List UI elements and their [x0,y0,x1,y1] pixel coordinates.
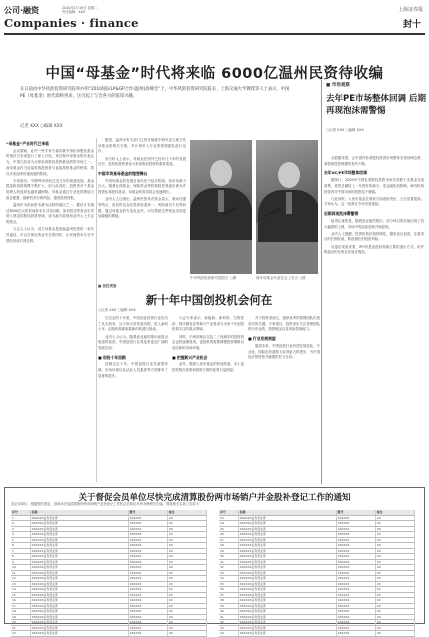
table-cell: XX [168,521,207,526]
table-cell: XXXXXX [129,554,168,559]
table-cell: XX [376,565,415,570]
table-cell: XX [168,527,207,532]
table-header-cell: 账号 [337,510,376,515]
table-header-cell: 备注 [168,510,207,515]
left-column-subhead: “母基金”产业时代已来临 [6,141,49,146]
table-cell: 33 [219,571,239,576]
table-cell: XXXXXX [337,626,376,631]
table-cell: 15 [11,593,31,598]
subarticle-title: 新十年中国创投机会何在 [145,293,273,307]
table-cell: XXXXXX证券营业部 [31,527,129,532]
table-cell: XXXXXX证券营业部 [31,565,129,570]
table-cell: XXXXXX [129,626,168,631]
table-cell: XXXXXX证券营业部 [239,626,337,631]
table-cell: XX [376,549,415,554]
table-cell: XX [168,516,207,521]
table-cell: 43 [219,626,239,631]
table-cell: XXXXXX [337,554,376,559]
table-cell: 27 [219,538,239,543]
table-cell: 26 [219,532,239,537]
table-cell: XX [376,593,415,598]
table-cell: XX [376,609,415,614]
table-cell: XXXXXX证券营业部 [239,620,337,625]
table-cell: XX [168,565,207,570]
table-cell: XXXXXX [337,593,376,598]
notice-title: 关于督促会员单位尽快完成清算股份两市场销户并金股补登记工作的通知 [78,493,351,503]
table-cell: XXXXXX [337,587,376,592]
table-cell: XX [376,532,415,537]
table-cell: XX [376,626,415,631]
table-cell: XX [376,554,415,559]
table-cell: XXXXXX证券营业部 [31,571,129,576]
table-cell: XXXXXX证券营业部 [239,615,337,620]
table-cell: XX [168,620,207,625]
table-cell: XX [168,554,207,559]
table-cell: XX [376,543,415,548]
table-cell: XX [168,587,207,592]
table-cell: XX [168,576,207,581]
table-cell: 9 [11,560,31,565]
photo-caption-right: 海外母基金代表在会上发言 ○摄 [256,276,306,280]
table-cell: 3 [11,527,31,532]
subarticle-column-3 [248,316,320,482]
table-cell: XXXXXX证券营业部 [239,538,337,543]
article-paragraph: 专家指出，中国PE市场经过近几年的高速发展，基金数量和募资规模不断扩大，但与此同时，投资者对于基金管理人的选择也越来越困难。母基金通过专业化的筛选与组合配置，能够有效分散风险，提高投资回报。 [6,178,94,200]
table-cell: XXXXXX [129,516,168,521]
table-cell: XXXXXX [129,560,168,565]
table-cell: XXXXXX证券营业部 [239,560,337,565]
table-cell: XXXXXX证券营业部 [239,565,337,570]
table-cell: 11 [11,571,31,576]
table-cell: XXXXXX证券营业部 [31,604,129,609]
table-cell: XXXXXX证券营业部 [239,576,337,581]
page-header [4,3,425,33]
article-paragraph: 会议期间，业内一些专家与嘉宾就中国私募股权基金的现状与未来进行了深入讨论。来自海外母基金的代表认为，中国已经成为全球私募股权投资最活跃的市场之一，而母基金作为连接机构投资者与直接投资基金的桥梁，将在未来迎来快速发展的阶段。 [6,148,94,176]
subarticle-column-2 [172,316,244,482]
article-paragraph: 据统计，2009年中国私募股权投资市场共有数十支基金完成募集，募资总额较上一年度有所减少。受金融危机影响，海外机构投资者对中国市场的投资趋于谨慎。 [324,178,424,194]
table-cell: XX [376,521,415,526]
table-cell: 21 [11,626,31,631]
table-cell: XXXXXX [129,620,168,625]
article-paragraph: 回顾过去十年，中国创投行业在政策环境、市场环境以及从业人员素质等方面都有了显著的提升。 [98,362,168,378]
table-cell: XXXXXX证券营业部 [239,516,337,521]
table-cell: XXXXXX [129,521,168,526]
subarticle-subhead: ■ 行业发展展望 [248,336,276,342]
article-paragraph: 与会专家表示，新能源、新材料、生物医药、现代服务业等新兴产业将成为未来十年创投机构关注的重点领域。 [172,316,244,332]
table-cell: XXXXXX证券营业部 [31,576,129,581]
notice-box [4,487,425,635]
lead-paragraph: 在日前由中华风险投资研究院举办的“2010国际LP&GP合作(温州)高峰会”上，中华风险投资研究院院长、上海交通大学教授等人士表示，中国PE（母基金）时代即将到来，这引起了与会各方的浓厚兴趣。 [20,87,290,99]
table-cell: XXXXXX证券营业部 [239,549,337,554]
table-cell: 31 [219,560,239,565]
table-cell: XXXXXX [337,615,376,620]
table-cell: 19 [11,615,31,620]
table-cell: XXXXXX证券营业部 [31,593,129,598]
section-english: Companies · finance [4,16,139,30]
photo-figure-tie [286,192,292,214]
table-cell: 8 [11,554,31,559]
table-cell: XXXXXX [337,565,376,570]
notice-table-right [219,510,415,635]
article-paragraph: 此外，随着人民币基金的快速发展，本土创投机构在募资和投资方面的优势日益明显。 [172,362,244,373]
table-cell: XXXXXX [337,560,376,565]
table-cell: 35 [219,582,239,587]
table-cell: XX [168,626,207,631]
table-header-cell: 序号 [219,510,239,515]
table-cell: XX [376,516,415,521]
table-cell: XXXXXX [337,582,376,587]
table-cell: XXXXXX [129,576,168,581]
table-cell: XXXXXX证券营业部 [31,554,129,559]
table-cell: XXXXXX [337,516,376,521]
table-cell: XX [376,571,415,576]
table-cell: XX [168,609,207,614]
table-cell: XXXXXX证券营业部 [239,587,337,592]
table-cell: XX [376,582,415,587]
table-cell: XXXXXX [337,598,376,603]
table-cell: XXXXXX证券营业部 [31,532,129,537]
table-cell: XX [168,549,207,554]
table-cell: 13 [11,582,31,587]
article-paragraph: 与此同时，人民币基金在募资方面表现突出，占比显著提高。专家认为，这一趋势在今年仍将延续。 [324,196,424,207]
table-cell: XXXXXX [337,620,376,625]
issue-date-line: 2010年1月19日 星期二 [62,6,98,10]
table-cell: 32 [219,565,239,570]
table-cell: 42 [219,620,239,625]
table-cell: XXXXXX证券营业部 [239,609,337,614]
table-cell: XX [168,598,207,603]
mid-column [98,138,186,280]
table-cell: XX [376,598,415,603]
table-cell: 16 [11,598,31,603]
table-header-cell: 序号 [11,510,31,515]
article-paragraph: 与会人士认为，设立母基金是收编温州民资的一条有效途径，可以在保证资金安全的同时，让民间资本分享中国经济成长的红利。 [6,227,94,243]
table-cell: XX [168,593,207,598]
table-cell: 22 [11,631,31,636]
table-cell: XXXXXX证券营业部 [239,554,337,559]
table-cell: XXXXXX证券营业部 [239,593,337,598]
page-number: 封十 [402,20,421,30]
article-paragraph: 值得注意的是，随着创业板的推出，部分项目的估值出现了较大幅度的上涨，市场中的泡沫迹象开始显现。 [324,218,424,229]
article-paragraph: 据悉，温州市有关部门已经开始着手研究设立地方性母基金的相关方案，并计划引入专业的管理团队进行运作。 [98,138,186,154]
table-cell: 39 [219,604,239,609]
table-cell: XXXXXX证券营业部 [239,521,337,526]
table-cell: XX [168,582,207,587]
table-cell: 6 [11,543,31,548]
article-paragraph: 在过去的十年里，中国创业投资行业经历了从无到有、从小到大的发展历程。进入新的十年，创投机构面临着新的机遇与挑战。 [98,316,168,332]
paper-name: 上海证券报 [397,7,423,13]
table-cell: XXXXXX证券营业部 [239,631,337,636]
table-cell: XXXXXX [129,582,168,587]
photo-figure-head [210,160,232,186]
table-cell: 17 [11,604,31,609]
photo-figure-tie [218,190,224,212]
mid-column-subhead: 中国市场是母基金的理想舞台 [98,171,148,177]
table-cell: XXXXXX [129,543,168,548]
table-cell: 7 [11,549,31,554]
table-cell: 44 [219,631,239,636]
table-cell: XXXXXX证券营业部 [31,521,129,526]
table-cell: XXXXXX [337,571,376,576]
table-cell: XX [376,587,415,592]
table-cell: 4 [11,532,31,537]
table-cell: XXXXXX [129,549,168,554]
article-paragraph: 温州作为民间资本最为活跃的地区之一，据估计有超过6000亿元的民间资本在寻找出路。如何将这些资金引导进入规范的股权投资领域，成为地方政府和业内人士关注的焦点。 [6,203,94,225]
table-cell: XXXXXX证券营业部 [31,560,129,565]
table-cell: XXXXXX [337,604,376,609]
sidebar-tag: ■ 市场观察 [326,83,350,88]
table-cell: 24 [219,521,239,526]
subarticle-tag: ■ 创投观察 [98,284,117,288]
table-cell: XXXXXX [129,527,168,532]
article-paragraph: 有分析人士表示，母基金在国外已经有几十年的发展历史，是机构投资者参与私募股权投资的重要渠道。 [98,156,186,167]
table-cell: 18 [11,609,31,614]
notice-intro: 各会员单位：根据相关规定，请尚未完成清算股份两市场销户及补登记工作的会员单位尽快办理相关手续。现将相关名单公告如下： [11,502,203,506]
table-cell: XXXXXX证券营业部 [239,571,337,576]
photo-figure-head [278,162,300,188]
table-cell: XX [168,604,207,609]
sidebar-title: 去年PE市场整体回调 后期再现泡沫需警惕 [326,94,426,116]
table-cell: 29 [219,549,239,554]
table-cell: XXXXXX [337,576,376,581]
subarticle-subhead: ■ 创投十年回顾 [98,354,126,360]
table-cell: XX [376,560,415,565]
table-cell: 20 [11,620,31,625]
column-divider [96,138,97,482]
table-cell: XXXXXX证券营业部 [239,532,337,537]
speaker-photo-right [256,140,318,274]
table-cell: 2 [11,521,31,526]
right-column [324,156,424,482]
table-cell: XXXXXX证券营业部 [239,527,337,532]
subarticle-subhead: ■ 把握新兴产业机会 [172,354,208,360]
table-cell: XXXXXX证券营业部 [239,598,337,603]
table-cell: XXXXXX证券营业部 [31,631,129,636]
table-cell: 37 [219,593,239,598]
table-cell: XX [168,538,207,543]
subarticle-byline: ○记者 XXX ○编辑 XXX [98,308,136,312]
table-cell: 5 [11,538,31,543]
table-cell: XXXXXX证券营业部 [31,598,129,603]
table-row [219,631,415,637]
table-cell: 1 [11,516,31,521]
article-paragraph: 展望未来，中国创投行业有望在规范化、专业化、国际化的道路上取得更大的进步，为中国经济的转型升级提供有力支持。 [248,343,320,360]
table-cell: XXXXXX证券营业部 [239,582,337,587]
article-paragraph: 业内人士提醒，投资机构应保持理性，避免盲目追高，注重项目的长期价值，防范潜在的投资风险。 [324,231,424,242]
table-cell: XXXXXX [337,527,376,532]
table-cell: XXXXXX证券营业部 [239,543,337,548]
table-cell: XXXXXX [337,532,376,537]
table-header-cell: 账号 [129,510,168,515]
table-cell: 40 [219,609,239,614]
table-cell: XXXXXX证券营业部 [31,543,129,548]
table-cell: 30 [219,554,239,559]
table-cell: XXXXXX [129,609,168,614]
right-column-subhead: 后期再现泡沫需警惕 [324,211,359,217]
table-cell: XXXXXX证券营业部 [31,538,129,543]
table-cell: XX [376,576,415,581]
table-cell: 14 [11,587,31,592]
main-headline: 中国“母基金”时代将来临 6000亿温州民资待收编 [45,66,384,82]
sidebar-byline: ○记者 XXX ○编辑 XXX [326,128,364,132]
article-paragraph: 业内人士还指出，温州民资具有资金量大、流动性强等特点，但同时也存在投资渠道单一、风险意识不足等问题。通过母基金的专业化运作，可以帮助这些资金实现更加稳健的增值。 [98,197,186,219]
section-name: 公司·融资 [4,6,40,15]
table-cell: XX [168,615,207,620]
table-cell: XXXXXX [337,549,376,554]
table-cell: 34 [219,576,239,581]
table-cell: XXXXXX [129,598,168,603]
table-cell: XXXXXX证券营业部 [31,549,129,554]
header-rule [4,33,425,35]
table-cell: XXXXXX证券营业部 [239,604,337,609]
photo-caption-left: 中华风险投资研究院院长 ○摄 [190,276,237,280]
table-cell: XX [168,532,207,537]
table-cell: XXXXXX证券营业部 [31,587,129,592]
speaker-photo-left [190,140,252,274]
right-column-subhead: 去年VC/PE市场整体回调 [324,170,367,176]
table-cell: 38 [219,598,239,603]
table-cell: 10 [11,565,31,570]
article-paragraph: 同时，中西部地区以及二三线城市的投资机会也将逐渐显现，创投机构需要调整投资策略以适应新的市场环境。 [172,334,244,351]
table-header-cell: 名称 [31,510,129,515]
table-cell: 25 [219,527,239,532]
sidebar-article-header [323,82,425,154]
table-cell: XXXXXX [129,565,168,570]
table-cell: XXXXXX证券营业部 [31,615,129,620]
table-cell: XXXXXX [129,571,168,576]
table-cell: XX [376,604,415,609]
table-cell: XX [376,631,415,636]
table-cell: 41 [219,615,239,620]
table-cell: XXXXXX证券营业部 [31,516,129,521]
table-cell: XXXXXX [129,593,168,598]
table-cell: XX [168,571,207,576]
table-cell: XX [168,560,207,565]
article-paragraph: 对于投资者而言，选择优秀的管理团队仍是成功的关键。专家建议，投资者应关注管理团队的历史业绩、投资理念以及风险控制能力。 [248,316,320,332]
table-cell: XX [376,538,415,543]
table-cell: XXXXXX [129,604,168,609]
table-cell: XXXXXX证券营业部 [31,626,129,631]
main-byline: 记者 XXX ○编辑 XXX [20,124,63,129]
article-paragraph: 业内人士认为，随着创业板的推出和退出渠道的拓宽，中国创投行业将迎来更加广阔的发展空间。 [98,334,168,351]
notice-table-left [11,510,207,635]
table-cell: 23 [219,516,239,521]
table-cell: XXXXXX [337,521,376,526]
article-paragraph: 中国母基金的发展目前仍处于起步阶段，但市场潜力巨大。随着社保基金、保险资金等机构投资者逐步被允许投资私募股权基金，母基金的需求将会迅速增长。 [98,178,186,195]
table-cell: XXXXXX [337,631,376,636]
table-cell: XX [376,615,415,620]
article-paragraph: 从退出渠道来看，IPO仍是创投机构最主要的退出方式，但并购退出的比例正在逐步提高。 [324,244,424,255]
table-cell: XX [168,631,207,636]
table-cell: XXXXXX [129,587,168,592]
table-row [11,631,207,637]
table-header-cell: 名称 [239,510,337,515]
table-cell: 28 [219,543,239,548]
table-cell: XXXXXX [129,532,168,537]
editor-line: 责任编辑：XXX [62,10,86,14]
table-cell: XXXXXX [337,538,376,543]
table-cell: XXXXXX证券营业部 [31,582,129,587]
table-cell: XXXXXX证券营业部 [31,609,129,614]
table-cell: XXXXXX [129,615,168,620]
table-cell: XXXXXX证券营业部 [31,620,129,625]
table-cell: XXXXXX [337,543,376,548]
column-divider [321,80,322,484]
issue-date [62,6,98,14]
table-cell: XX [376,527,415,532]
table-cell: XXXXXX [129,538,168,543]
table-cell: 36 [219,587,239,592]
article-paragraph: 从数据来看，去年国内私募股权投资市场整体呈现回调态势，募资和投资规模均有所下降。 [324,156,424,166]
table-cell: XX [168,543,207,548]
table-cell: XXXXXX [337,609,376,614]
table-cell: XX [376,620,415,625]
table-header-cell: 备注 [376,510,415,515]
left-column [6,138,94,483]
table-cell: XXXXXX [129,631,168,636]
subarticle-column-1 [98,316,168,482]
table-cell: 12 [11,576,31,581]
